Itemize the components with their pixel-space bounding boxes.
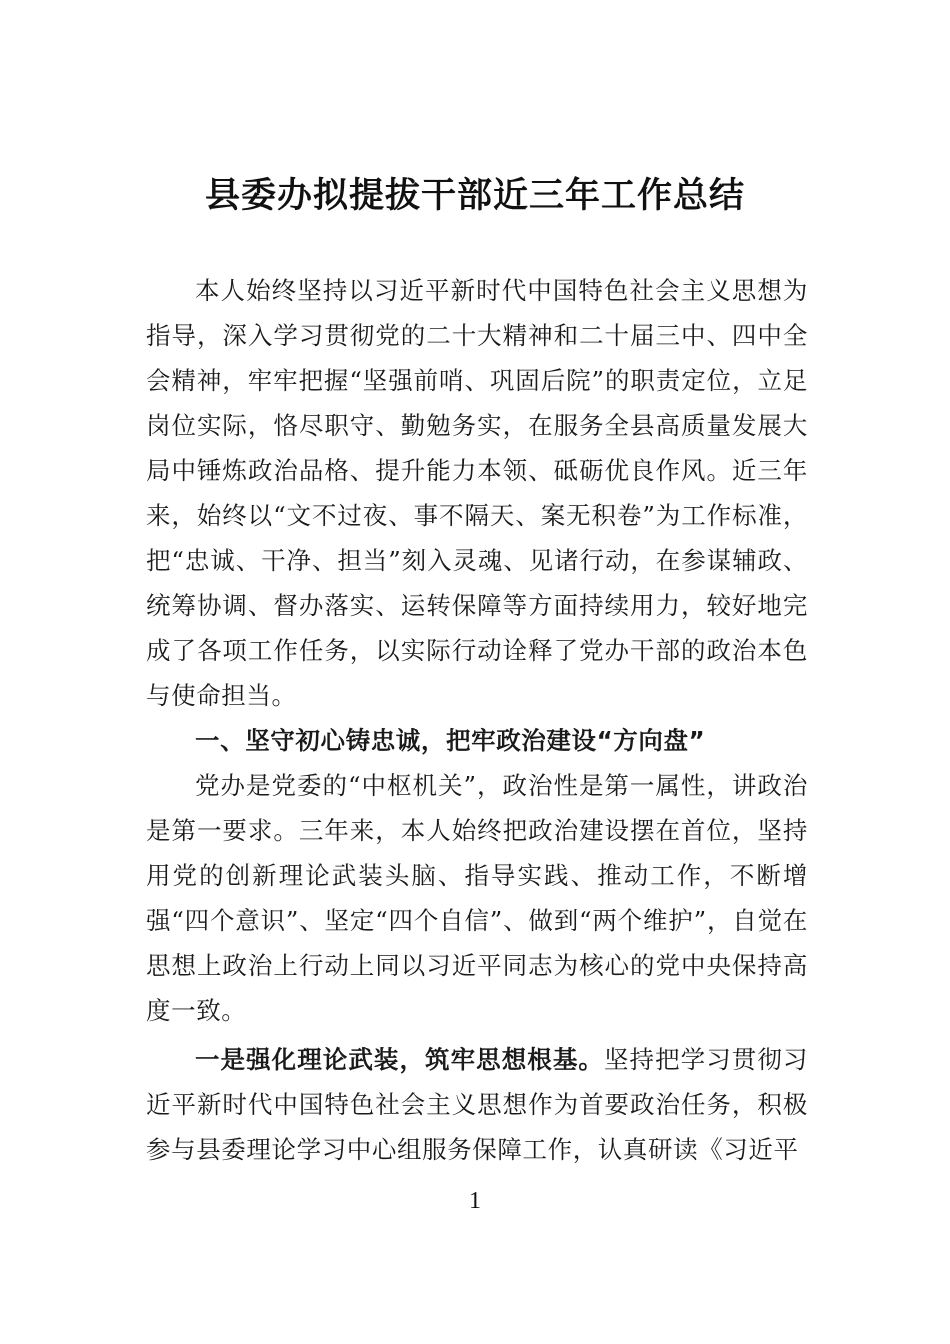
- document-title: 县委办拟提拔干部近三年工作总结: [204, 175, 745, 216]
- document-body: [146, 268, 808, 1172]
- point-paragraph: [146, 1037, 808, 1172]
- intro-paragraph: 本人始终坚持以习近平新时代中国特色社会主义思想为指导，深入学习贯彻党的二十大精神和二十届三中、四中全会精神，牢牢把握“坚强前哨、巩固后院”的职责定位，立足岗位实际，恪尽职守、勤勉务实，在服务全县高质量发展大局中锤炼政治品格、提升能力本领、砥砺优良作风。近三年来，始终以“文不过夜、事不隔天、案无积卷”为工作标准，把“忠诚、干净、担当”刻入灵魂、见诸行动，在参谋辅政、统筹协调、督办落实、运转保障等方面持续用力，较好地完成了各项工作任务，以实际行动诠释了党办干部的政治本色与使命担当。: [146, 276, 808, 710]
- section-paragraph: 党办是党委的“中枢机关”，政治性是第一属性，讲政治是第一要求。三年来，本人始终把政治建设摆在首位，坚持用党的创新理论武装头脑、指导实践、推动工作，不断增强“四个意识”、坚定“四个自信”、做到“两个维护”，自觉在思想上政治上行动上同以习近平同志为核心的党中央保持高度一致。: [146, 771, 808, 1025]
- page-number: 1: [469, 1188, 481, 1214]
- point-lead: 一是强化理论武装，筑牢思想根基。: [195, 1045, 604, 1074]
- section-heading: 一、坚守初心铸忠诚，把牢政治建设“方向盘”: [195, 726, 706, 755]
- point-body: 坚持把学习贯彻习近平新时代中国特色社会主义思想作为首要政治任务，积极参与县委理论学习中心组服务保障工作，认真研读《习近平: [146, 1045, 808, 1164]
